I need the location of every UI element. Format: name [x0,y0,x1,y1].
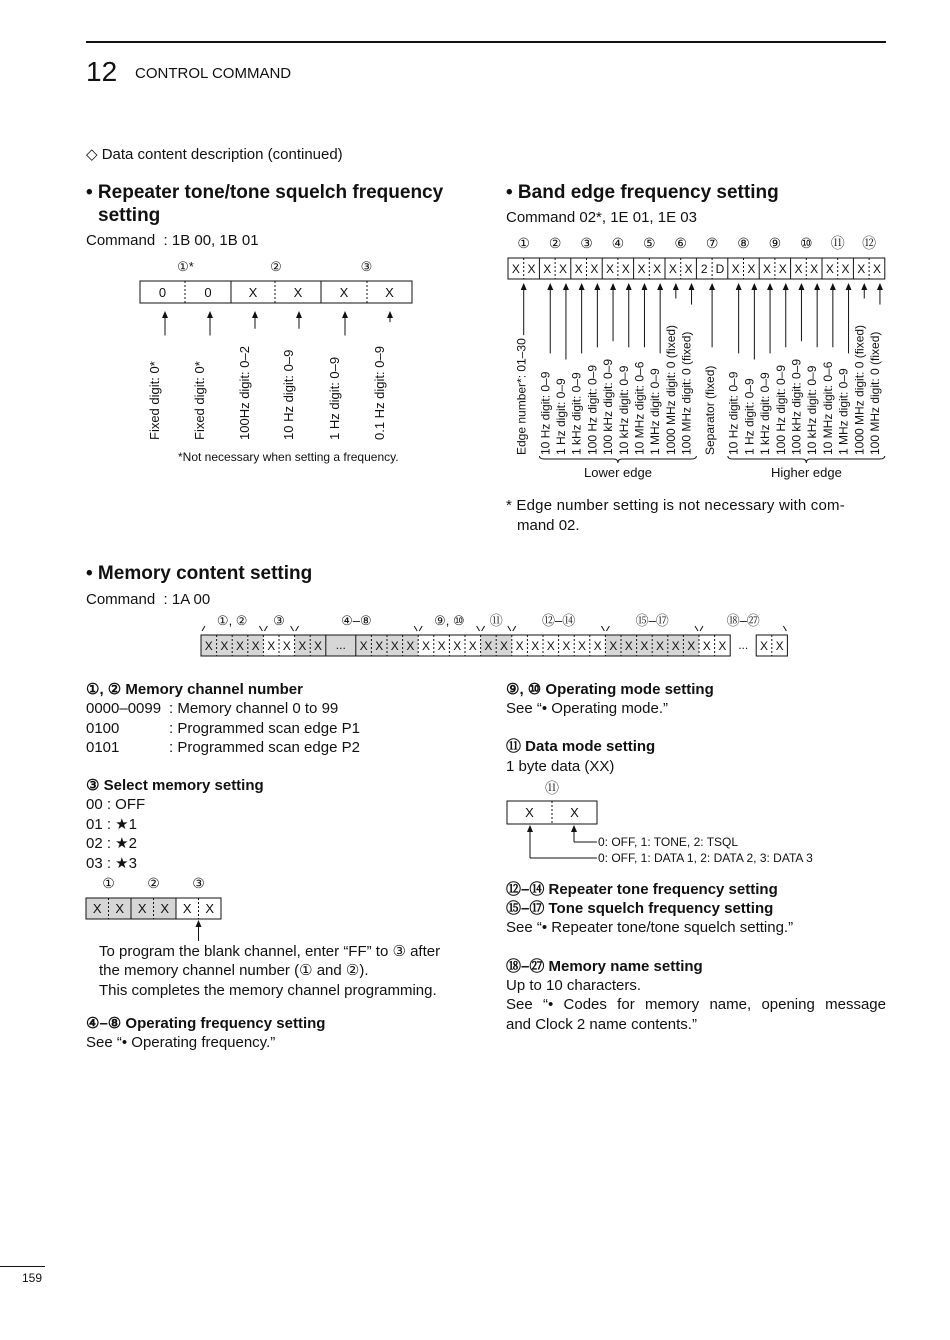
repeater-command: Command : 1B 00, 1B 01 [86,232,259,249]
repeater-cell: 0 [158,285,167,300]
band-edge-byte-marker: ⑧ [737,235,750,251]
memory-cell: X [468,639,477,653]
data-mode-box [507,801,597,824]
band-edge-label: 1 kHz digit: 0–9 [569,372,584,455]
memory-cell: X [775,639,784,653]
repeater-digit-label: Fixed digit: 0* [147,361,162,440]
memory-cell: X [359,639,368,653]
band-edge-cell: X [825,262,834,276]
band-edge-byte-marker: ⑪ [830,235,845,251]
memory-cell: X [609,639,618,653]
channel-row-value: : Programmed scan edge P2 [169,739,360,756]
memory-cell: X [577,639,587,653]
memory-cell: X [390,639,399,653]
band-edge-byte-marker: ⑥ [674,235,687,251]
freq-title: ④–⑧ Operating frequency setting [86,1015,326,1032]
memory-cell: X [718,639,727,653]
memory-group-label: ③ [273,613,285,628]
memory-group-label: ⑱–㉗ [726,613,760,628]
band-edge-cell: X [763,262,772,276]
footer-rule [0,1266,45,1267]
memory-cell: X [235,639,245,653]
band-edge-cell: X [794,262,803,276]
name-text-2: See “• Codes for memory name, opening message [506,996,886,1013]
band-edge-label: Edge number*: 01–30 [514,338,529,455]
repeater-digit-label: Fixed digit: 0* [192,361,207,440]
band-edge-cell: X [653,262,662,276]
band-edge-cell: X [527,262,536,276]
band-edge-cell: X [606,262,615,276]
repeater-byte-marker: ③ [360,259,373,274]
memory-group-label: ⑮–⑰ [635,613,669,628]
band-edge-label: 10 kHz digit: 0–9 [616,365,631,455]
band-edge-cell: X [731,262,740,276]
select-title: ③ Select memory setting [86,777,264,794]
memory-cell: X [437,639,446,653]
select-byte-marker: ① [102,875,115,891]
memory-cell: X [375,639,384,653]
band-edge-label: 10 MHz digit: 0–6 [820,361,835,455]
tsq-title: ⑮–⑰ Tone squelch frequency setting [506,900,774,917]
memory-cell: X [531,639,540,653]
memory-ellipsis: ... [738,638,749,652]
repeater-digit-label: 100Hz digit: 0–2 [237,346,252,440]
band-edge-label: 1 kHz digit: 0–9 [758,372,773,455]
band-edge-byte-marker: ④ [611,235,625,251]
memory-cell: X [515,639,524,653]
band-edge-cell: X [621,262,630,276]
blank-text-3: This completes the memory channel programming. [99,982,437,999]
memory-cell: X [562,639,571,653]
band-edge-label: 1000 MHz digit: 0 (fixed) [852,324,867,455]
band-edge-cell: D [715,262,725,276]
band-edge-label: 1 Hz digit: 0–9 [553,378,568,455]
band-edge-cell: X [857,262,866,276]
select-cell: X [182,901,192,916]
lower-edge-label: Lower edge [584,465,652,480]
band-edge-label: 10 MHz digit: 0–6 [632,361,647,455]
select-byte-marker: ② [147,875,160,891]
memory-cell: X [282,639,291,653]
mode-text: See “• Operating mode.” [506,700,668,717]
band-edge-label: 10 kHz digit: 0–9 [805,365,820,455]
band-edge-byte-marker: ⑤ [643,235,656,251]
band-edge-label: 10 Hz digit: 0–9 [726,371,741,455]
select-cell: X [137,901,147,916]
memory-cell: X [546,639,555,653]
repeater-cell: X [248,285,258,300]
band-edge-cell: X [841,262,850,276]
channel-row-value: : Programmed scan edge P1 [169,719,360,737]
freq-text: See “• Operating frequency.” [86,1034,276,1051]
band-edge-byte-marker: ① [517,235,530,251]
repeater-cell: X [293,285,303,300]
data-mode-text: 1 byte data (XX) [506,758,615,775]
band-edge-cell: X [637,262,646,276]
higher-edge-label: Higher edge [771,465,842,480]
channel-row-key: 0100 [86,719,120,737]
select-row: 00 : OFF [86,796,146,813]
memory-group-label: ⑪ [489,613,503,628]
data-mode-marker: ⑪ [545,780,559,796]
data-note-1: 0: OFF, 1: TONE, 2: TSQL [598,835,739,849]
channel-row-value: : Memory channel 0 to 99 [169,700,339,717]
data-mode-arrow-2 [571,825,577,842]
select-byte-marker: ③ [192,875,205,891]
band-edge-label: 100 Hz digit: 0–9 [773,364,788,455]
channel-title: ①, ② Memory channel number [86,681,303,698]
data-mode-arrow-1 [527,825,533,858]
band-edge-byte-marker: ③ [580,235,593,251]
band-edge-cell: X [558,262,567,276]
repeater-digit-label: 1 Hz digit: 0–9 [327,356,342,440]
memory-group-label: ⑫–⑭ [541,613,576,628]
channel-row-key: 0000–0099 [86,700,162,717]
data-note-2: 0: OFF, 1: DATA 1, 2: DATA 2, 3: DATA 3 [598,851,813,865]
rep-tone-title: ⑫–⑭ Repeater tone frequency setting [506,881,778,898]
repeater-note: *Not necessary when setting a frequency. [178,450,399,464]
memory-title: • Memory content setting [86,563,313,584]
repeater-cell: X [339,285,349,300]
band-edge-byte-marker: ② [548,235,562,251]
band-edge-label: 100 Hz digit: 0–9 [585,364,600,455]
band-edge-label: 1 MHz digit: 0–9 [836,368,851,455]
repeater-byte-marker: ② [270,259,282,274]
repeater-title-2: setting [98,205,161,226]
memory-cell: X [484,639,493,653]
band-edge-label: 100 kHz digit: 0–9 [601,358,616,455]
name-text-1: Up to 10 characters. [506,977,642,994]
memory-cell: X [313,639,323,653]
select-row: 03 : ★3 [86,854,137,872]
band-edge-cell: X [543,262,552,276]
memory-cell: X [453,639,462,653]
memory-cell: X [406,639,415,653]
memory-cell: X [267,639,276,653]
memory-cell: X [640,639,649,653]
memory-group-label: ⑨, ⑩ [434,613,465,628]
name-title: ⑱–㉗ Memory name setting [506,958,703,975]
memory-cell: X [298,639,307,653]
memory-cell: X [499,639,509,653]
repeater-digit-label: 10 Hz digit: 0–9 [281,349,296,440]
repeater-byte-marker: ①* [177,259,194,274]
band-edge-cell: X [574,262,583,276]
band-edge-label: 100 MHz digit: 0 (fixed) [679,331,694,455]
memory-cell: X [759,639,769,653]
band-edge-command: Command 02*, 1E 01, 1E 03 [506,209,697,226]
blank-text-1: To program the blank channel, enter “FF” to ③ after [99,943,441,960]
memory-cell: X [251,639,260,653]
repeater-cell: X [385,285,394,300]
memory-group-label: ①, ② [216,613,248,628]
rep-tone-text: See “• Repeater tone/tone squelch setting.” [506,919,794,936]
memory-cell: X [624,639,633,653]
memory-group-label: ④–⑧ [341,613,372,628]
band-edge-cell: X [684,262,693,276]
select-row: 02 : ★2 [86,835,137,852]
band-edge-note-1: * Edge number setting is not necessary with com- [506,497,845,514]
memory-cell: X [655,639,665,653]
blank-text-2: the memory channel number (① and ②). [99,962,369,979]
band-edge-byte-marker: ⑫ [862,235,877,251]
repeater-digit-label: 0.1 Hz digit: 0–9 [372,346,387,440]
memory-cell: X [702,639,711,653]
repeater-cell: 0 [204,285,212,300]
select-cell: X [115,901,125,916]
band-edge-label: 10 Hz digit: 0–9 [538,371,553,455]
page-number: 159 [22,1271,43,1285]
memory-cell: X [671,639,680,653]
band-edge-label: 100 MHz digit: 0 (fixed) [867,331,882,455]
band-edge-cell: X [590,262,599,276]
memory-cell: X [204,639,213,653]
band-edge-label: 1 MHz digit: 0–9 [648,368,663,455]
band-edge-cell: X [872,262,881,276]
memory-cell: X [220,639,229,653]
chapter-number: 12 [86,56,118,87]
channel-row-key: 0101 [86,739,120,756]
intro-text: ◇ Data content description (continued) [86,146,343,163]
band-edge-cell: X [668,262,677,276]
memory-cell: X [593,639,602,653]
select-cell: X [205,901,215,916]
data-mode-cell: X [570,805,579,820]
select-cell: X [92,901,102,916]
name-text-3: and Clock 2 name contents.” [506,1016,697,1033]
mode-title: ⑨, ⑩ Operating mode setting [506,681,714,698]
band-edge-cell: X [810,262,819,276]
band-edge-byte-marker: ⑦ [705,235,719,251]
band-edge-cell: X [778,262,787,276]
band-edge-note-2: mand 02. [517,517,580,534]
data-mode-title: ⑪ Data mode setting [506,738,656,755]
select-cell: X [160,901,170,916]
memory-cell: X [421,639,431,653]
band-edge-label: 1 Hz digit: 0–9 [742,378,757,455]
band-edge-byte-marker: ⑩ [800,235,813,251]
data-mode-cell: X [525,805,534,820]
memory-cell: X [687,639,696,653]
repeater-title-1: • Repeater tone/tone squelch frequency [86,182,444,203]
band-edge-cell: X [511,262,520,276]
band-edge-cell: X [747,262,756,276]
chapter-title: CONTROL COMMAND [135,65,292,82]
select-row: 01 : ★1 [86,815,137,833]
band-edge-title: • Band edge frequency setting [506,182,779,203]
memory-ellipsis: ... [335,638,346,652]
band-edge-cell: 2 [700,262,708,276]
band-edge-byte-marker: ⑨ [768,235,782,251]
band-edge-label: 1000 MHz digit: 0 (fixed) [663,324,678,455]
band-edge-label: Separator (fixed) [703,365,718,455]
memory-command: Command : 1A 00 [86,591,211,608]
band-edge-label: 100 kHz digit: 0–9 [789,358,804,455]
